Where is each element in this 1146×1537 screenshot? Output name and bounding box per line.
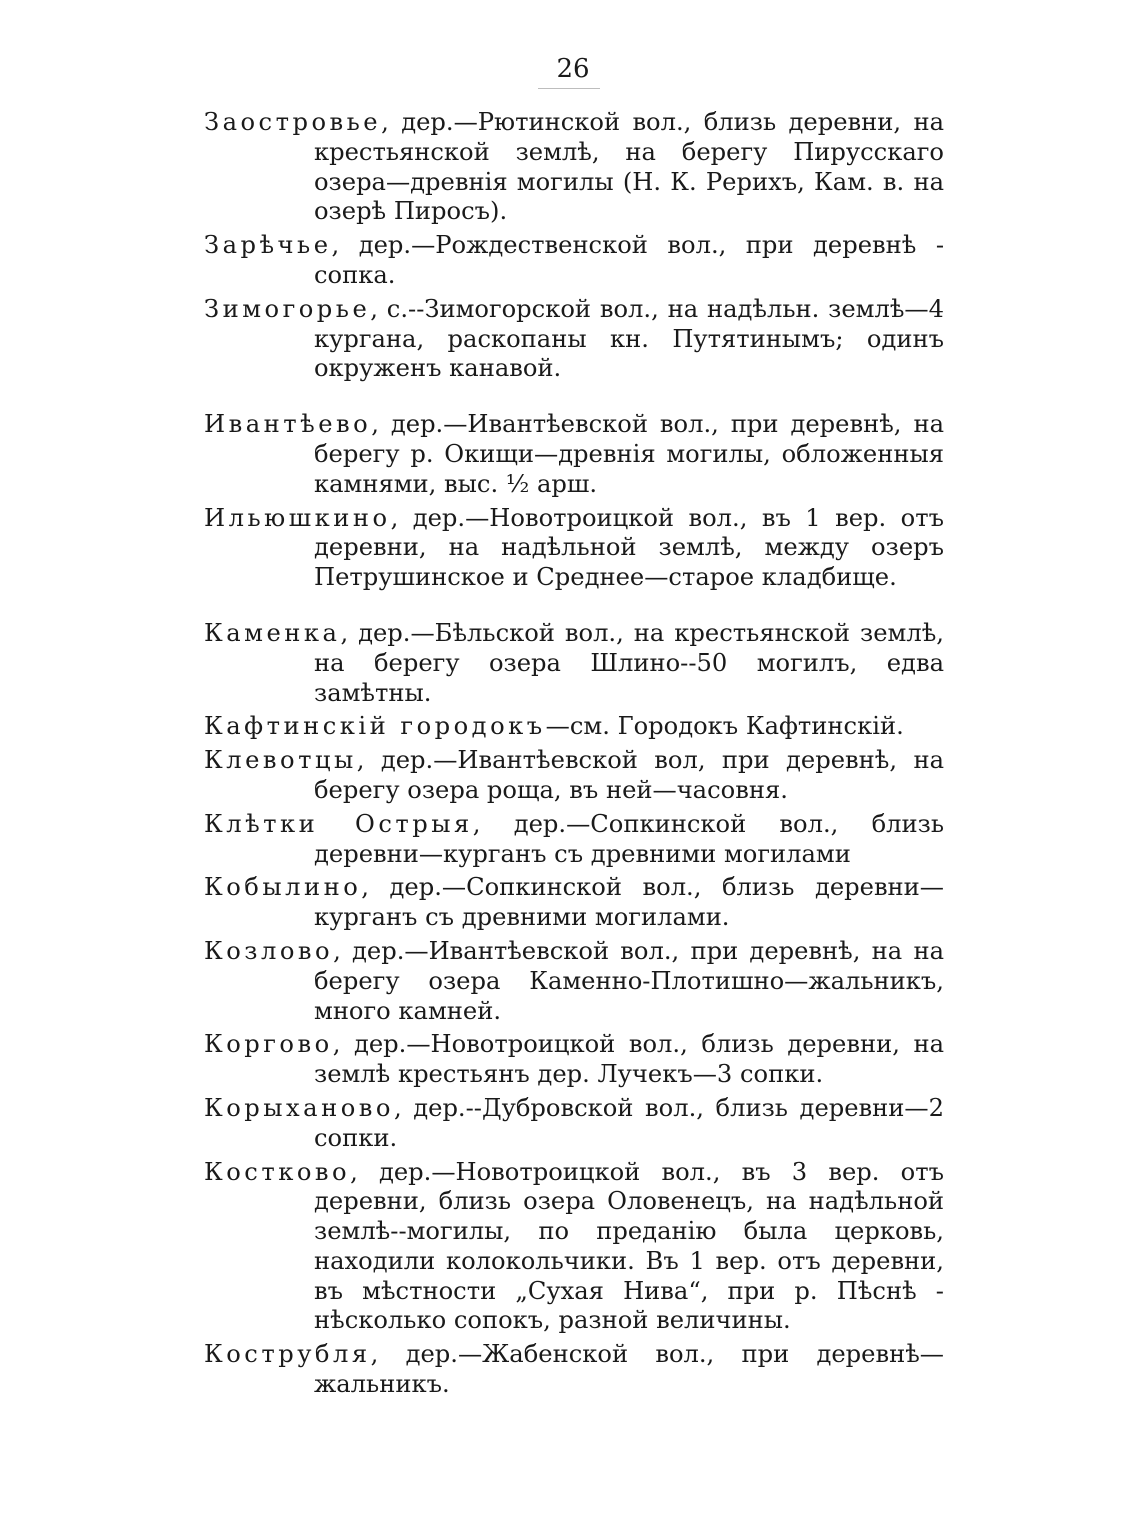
entry-kostrublya bbox=[204, 1340, 944, 1400]
entry-headword: Зарѣчье bbox=[204, 231, 332, 260]
entry-headword: Кафтинскій городокъ bbox=[204, 712, 546, 741]
entry-headword: Заостровье bbox=[204, 108, 382, 136]
entry-text: , дер.—Новотроицкой вол., близь деревни, на землѣ крестьянъ дер. Лучекъ—3 сопки. bbox=[314, 1030, 944, 1089]
entry-text: , дер.—Ивантѣевской вол, при деревнѣ, на берегу озера роща, въ ней—часовня. bbox=[314, 746, 944, 804]
entry-kozlovo bbox=[204, 937, 944, 1026]
entry-korgovo bbox=[204, 1030, 944, 1090]
entry-text: , с.--Зимогорской вол., на надѣльн. землѣ—4 кургана, раскопаны кн. Путятинымъ; одинъ окруженъ канавой. bbox=[314, 294, 944, 383]
entry-headword: Клевотцы bbox=[204, 746, 357, 775]
entry-klevotsy bbox=[204, 746, 944, 806]
page-number-rule bbox=[538, 88, 600, 89]
entry-text: , дер.—Ивантѣевской вол., при деревнѣ, на берегу р. Окищи—древнія могилы, обложенныя камнями, выс. ½ арш. bbox=[314, 410, 944, 498]
entry-text: , дер.—Новотроицкой вол., въ 3 вер. отъ деревни, близь озера Оловенецъ, на надѣльной землѣ--могилы, по преданію была церковь, находили колокольчики. Въ 1 вер. отъ деревни, въ мѣстности „Сухая Нива“, при р. Пѣснѣ - нѣсколько сопокъ, разной величины. bbox=[314, 1157, 944, 1335]
entry-headword: Зимогорье bbox=[204, 294, 371, 323]
entry-headword: Кобылино bbox=[204, 873, 362, 902]
entry-ivanteevo bbox=[204, 410, 944, 499]
entry-text: , дер.—Бѣльской вол., на крестьянской землѣ, на берегу озера Шлино--50 могилъ, едва замѣтны. bbox=[314, 618, 944, 707]
entry-text: , дер.—Сопкинской вол., близь деревни—курганъ съ древними могилами. bbox=[314, 873, 944, 932]
entry-zaostrovye bbox=[204, 108, 944, 227]
entry-text: , дер.--Дубровской вол., близь деревни—2 сопки. bbox=[314, 1093, 944, 1152]
entry-headword: Коргово bbox=[204, 1030, 333, 1059]
entry-kaftinsky-gorodok bbox=[204, 712, 944, 742]
entry-korykhanovo bbox=[204, 1094, 944, 1154]
entry-kamenka bbox=[204, 619, 944, 708]
entry-headword: Ивантѣево bbox=[204, 410, 372, 439]
entry-zarechye bbox=[204, 231, 944, 291]
entry-headword: Костково bbox=[204, 1157, 351, 1186]
entry-headword: Козлово bbox=[204, 936, 334, 965]
entry-ilyushkino bbox=[204, 504, 944, 593]
entry-list bbox=[204, 108, 944, 1404]
entry-text: , дер.—Рютинской вол., близь деревни, на крестьянской землѣ, на берегу Пирусскаго озера—древнія могилы (Н. К. Рерихъ, Кам. в. на озерѣ Пиросъ). bbox=[314, 108, 944, 226]
entry-kobylino bbox=[204, 873, 944, 933]
entry-kletki-ostryya bbox=[204, 810, 944, 870]
entry-text: , дер.—Ивантѣевской вол., при деревнѣ, на на берегу озера Каменно-Плотишно—жальникъ, много камней. bbox=[314, 936, 944, 1025]
entry-headword: Ильюшкино bbox=[204, 503, 391, 532]
entry-kostkovo bbox=[204, 1158, 944, 1337]
entry-headword: Каменка bbox=[204, 618, 341, 647]
entry-text: —см. Городокъ Кафтинскій. bbox=[545, 712, 904, 741]
page-number: 26 bbox=[556, 54, 590, 84]
entry-headword: Клѣтки Острыя bbox=[204, 809, 473, 838]
entry-zimogorye bbox=[204, 295, 944, 384]
entry-text: , дер.—Жабенской вол., при деревнѣ—жальникъ. bbox=[314, 1340, 944, 1399]
entry-headword: Кострубля bbox=[204, 1340, 371, 1369]
entry-text: , дер.—Сопкинской вол., близь деревни—курганъ съ древними могилами bbox=[314, 809, 945, 868]
entry-text: , дер.—Новотроицкой вол., въ 1 вер. отъ деревни, на надѣльной землѣ, между озеръ Петрушинское и Среднее—старое кладбище. bbox=[314, 503, 944, 592]
entry-text: , дер.—Рождественской вол., при деревнѣ - сопка. bbox=[314, 231, 944, 289]
entry-headword: Корыханово bbox=[204, 1093, 394, 1122]
